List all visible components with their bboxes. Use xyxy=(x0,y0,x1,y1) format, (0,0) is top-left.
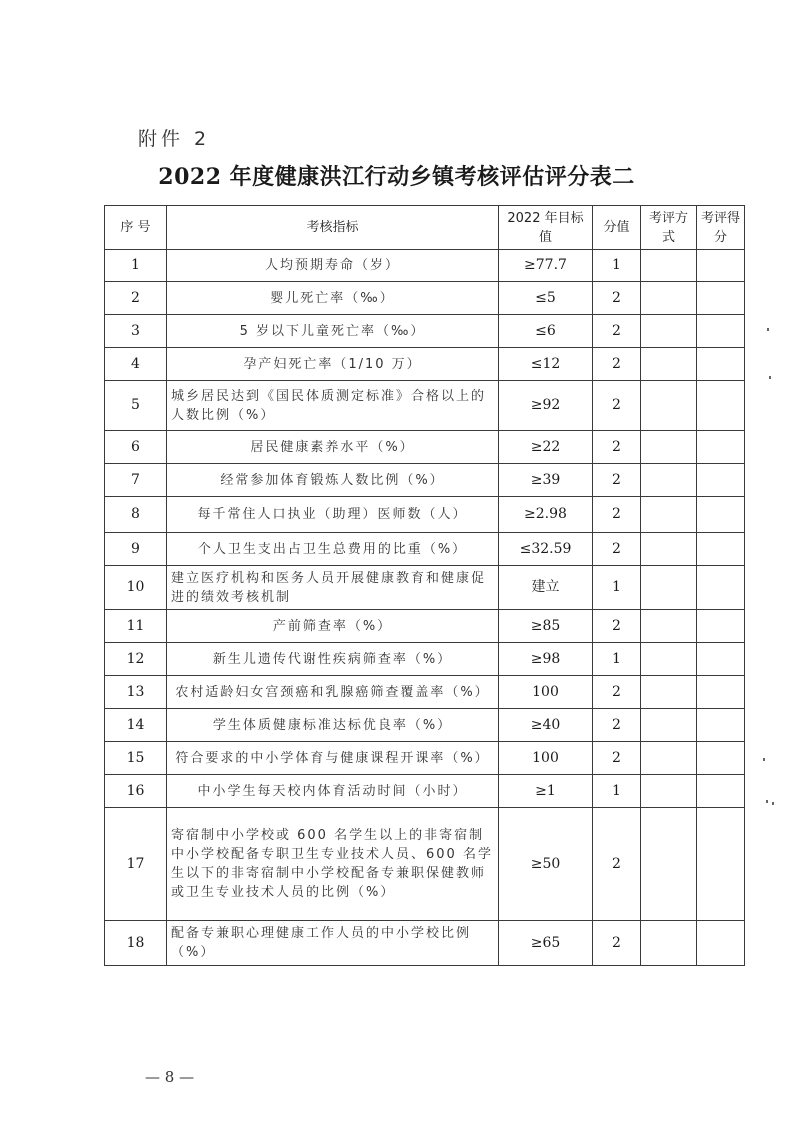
target-value: 建立 xyxy=(499,566,593,610)
target-value: ≥39 xyxy=(499,464,593,497)
score-cell xyxy=(697,566,745,610)
method-cell xyxy=(641,610,697,643)
table-row xyxy=(105,709,745,742)
indicator-cell: 婴儿死亡率（‰） xyxy=(167,282,499,315)
table-row xyxy=(105,533,745,566)
table-row xyxy=(105,921,745,966)
target-value: ≥50 xyxy=(499,808,593,921)
row-number: 11 xyxy=(105,610,167,643)
table-row xyxy=(105,610,745,643)
score-cell xyxy=(697,381,745,431)
indicator-cell: 建立医疗机构和医务人员开展健康教育和健康促进的绩效考核机制 xyxy=(167,566,499,610)
method-cell xyxy=(641,348,697,381)
row-number: 5 xyxy=(105,381,167,431)
points-value: 2 xyxy=(593,808,641,921)
row-number: 3 xyxy=(105,315,167,348)
score-cell xyxy=(697,533,745,566)
target-value: ≤5 xyxy=(499,282,593,315)
header-score: 考评得分 xyxy=(697,206,745,250)
method-cell xyxy=(641,808,697,921)
row-number: 12 xyxy=(105,643,167,676)
row-number: 1 xyxy=(105,250,167,282)
points-value: 1 xyxy=(593,566,641,610)
points-value: 1 xyxy=(593,775,641,808)
indicator-cell: 农村适龄妇女宫颈癌和乳腺癌筛查覆盖率（%） xyxy=(167,676,499,709)
row-number: 13 xyxy=(105,676,167,709)
method-cell xyxy=(641,497,697,533)
table-row xyxy=(105,676,745,709)
indicator-cell: 学生体质健康标准达标优良率（%） xyxy=(167,709,499,742)
row-number: 16 xyxy=(105,775,167,808)
points-value: 2 xyxy=(593,348,641,381)
table-row xyxy=(105,566,745,610)
score-cell xyxy=(697,464,745,497)
target-value: ≥98 xyxy=(499,643,593,676)
indicator-cell: 配备专兼职心理健康工作人员的中小学校比例（%） xyxy=(167,921,499,966)
indicator-cell: 孕产妇死亡率（1/10 万） xyxy=(167,348,499,381)
method-cell xyxy=(641,676,697,709)
method-cell xyxy=(641,250,697,282)
row-number: 14 xyxy=(105,709,167,742)
points-value: 2 xyxy=(593,381,641,431)
page-number: — 8 — xyxy=(145,1068,195,1086)
score-cell xyxy=(697,742,745,775)
indicator-cell: 城乡居民达到《国民体质测定标准》合格以上的人数比例（%） xyxy=(167,381,499,431)
scan-speck xyxy=(769,376,771,379)
header-target: 2022 年目标值 xyxy=(499,206,593,250)
score-cell xyxy=(697,808,745,921)
method-cell xyxy=(641,431,697,464)
row-number: 17 xyxy=(105,808,167,921)
score-cell xyxy=(697,315,745,348)
table-row xyxy=(105,431,745,464)
header-points: 分值 xyxy=(593,206,641,250)
points-value: 2 xyxy=(593,315,641,348)
table-row xyxy=(105,643,745,676)
method-cell xyxy=(641,566,697,610)
points-value: 2 xyxy=(593,921,641,966)
score-cell xyxy=(697,643,745,676)
indicator-cell: 5 岁以下儿童死亡率（‰） xyxy=(167,315,499,348)
method-cell xyxy=(641,775,697,808)
page-title: 2022 年度健康洪江行动乡镇考核评估评分表二 xyxy=(158,164,635,190)
target-value: ≤32.59 xyxy=(499,533,593,566)
target-value: ≥77.7 xyxy=(499,250,593,282)
indicator-cell: 经常参加体育锻炼人数比例（%） xyxy=(167,464,499,497)
method-cell xyxy=(641,709,697,742)
score-cell xyxy=(697,676,745,709)
points-value: 2 xyxy=(593,610,641,643)
target-value: ≥85 xyxy=(499,610,593,643)
scan-speck xyxy=(766,800,768,803)
score-cell xyxy=(697,250,745,282)
method-cell xyxy=(641,643,697,676)
scan-speck xyxy=(767,328,769,331)
table-row xyxy=(105,742,745,775)
score-cell xyxy=(697,709,745,742)
table-header-row xyxy=(105,206,745,250)
method-cell xyxy=(641,315,697,348)
row-number: 18 xyxy=(105,921,167,966)
row-number: 8 xyxy=(105,497,167,533)
table-row xyxy=(105,775,745,808)
method-cell xyxy=(641,533,697,566)
method-cell xyxy=(641,282,697,315)
target-value: ≥1 xyxy=(499,775,593,808)
target-value: ≥40 xyxy=(499,709,593,742)
table-row xyxy=(105,348,745,381)
target-value: ≥22 xyxy=(499,431,593,464)
method-cell xyxy=(641,742,697,775)
points-value: 2 xyxy=(593,282,641,315)
target-value: 100 xyxy=(499,676,593,709)
table-row xyxy=(105,282,745,315)
scan-speck xyxy=(772,802,774,805)
table-row xyxy=(105,808,745,921)
method-cell xyxy=(641,464,697,497)
table-row xyxy=(105,381,745,431)
indicator-cell: 每千常住人口执业（助理）医师数（人） xyxy=(167,497,499,533)
target-value: ≥65 xyxy=(499,921,593,966)
row-number: 4 xyxy=(105,348,167,381)
table-row xyxy=(105,464,745,497)
score-cell xyxy=(697,497,745,533)
header-indicator: 考核指标 xyxy=(167,206,499,250)
assessment-table xyxy=(104,205,745,966)
table-body xyxy=(105,250,745,966)
points-value: 2 xyxy=(593,533,641,566)
row-number: 9 xyxy=(105,533,167,566)
target-value: ≥2.98 xyxy=(499,497,593,533)
target-value: ≤6 xyxy=(499,315,593,348)
points-value: 2 xyxy=(593,431,641,464)
attachment-label: 附件 2 xyxy=(138,128,211,150)
target-value: ≤12 xyxy=(499,348,593,381)
score-cell xyxy=(697,775,745,808)
method-cell xyxy=(641,381,697,431)
indicator-cell: 个人卫生支出占卫生总费用的比重（%） xyxy=(167,533,499,566)
score-cell xyxy=(697,348,745,381)
score-cell xyxy=(697,921,745,966)
method-cell xyxy=(641,921,697,966)
row-number: 6 xyxy=(105,431,167,464)
table-row xyxy=(105,315,745,348)
table-row xyxy=(105,250,745,282)
indicator-cell: 居民健康素养水平（%） xyxy=(167,431,499,464)
points-value: 2 xyxy=(593,676,641,709)
row-number: 2 xyxy=(105,282,167,315)
target-value: 100 xyxy=(499,742,593,775)
indicator-cell: 新生儿遗传代谢性疾病筛查率（%） xyxy=(167,643,499,676)
indicator-cell: 产前筛查率（%） xyxy=(167,610,499,643)
target-value: ≥92 xyxy=(499,381,593,431)
score-cell xyxy=(697,431,745,464)
scan-speck xyxy=(763,758,765,761)
row-number: 10 xyxy=(105,566,167,610)
indicator-cell: 中小学生每天校内体育活动时间（小时） xyxy=(167,775,499,808)
row-number: 15 xyxy=(105,742,167,775)
row-number: 7 xyxy=(105,464,167,497)
table-row xyxy=(105,497,745,533)
indicator-cell: 寄宿制中小学校或 600 名学生以上的非寄宿制中小学校配备专职卫生专业技术人员、600 名学生以下的非寄宿制中小学校配备专兼职保健教师或卫生专业技术人员的比例（%） xyxy=(167,808,499,921)
header-method: 考评方式 xyxy=(641,206,697,250)
points-value: 2 xyxy=(593,742,641,775)
points-value: 1 xyxy=(593,643,641,676)
score-cell xyxy=(697,610,745,643)
header-seq: 序 号 xyxy=(105,206,167,250)
score-cell xyxy=(697,282,745,315)
indicator-cell: 符合要求的中小学体育与健康课程开课率（%） xyxy=(167,742,499,775)
points-value: 2 xyxy=(593,497,641,533)
indicator-cell: 人均预期寿命（岁） xyxy=(167,250,499,282)
points-value: 2 xyxy=(593,709,641,742)
points-value: 1 xyxy=(593,250,641,282)
points-value: 2 xyxy=(593,464,641,497)
